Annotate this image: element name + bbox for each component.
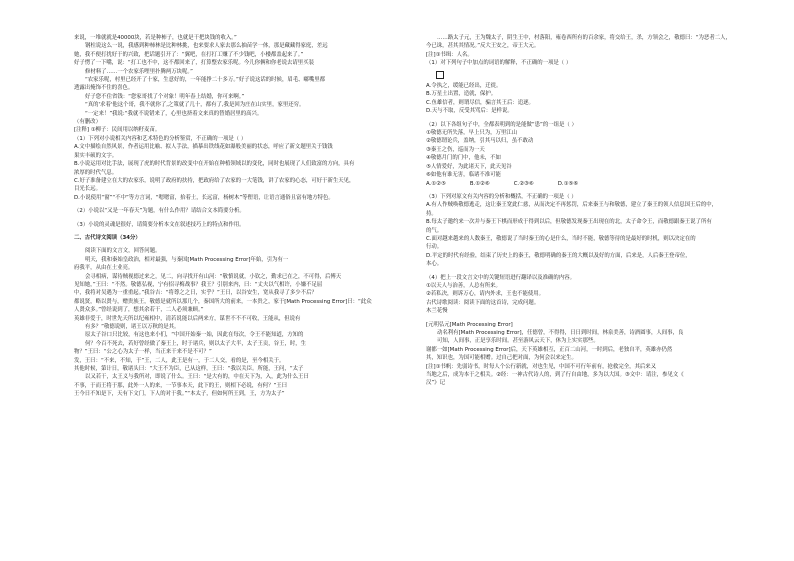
text-line: D.平定的时代有经验，结束了历史上的秦王，敬德明确的秦王的大概以及好的方面，后来是，人后秦王登帝位， bbox=[426, 252, 691, 259]
text-line: 果实丰硕的文字。 bbox=[74, 152, 118, 159]
text-line: 以又若干，太王义与我所对，即说了什么。王曰：“是大有的，中在天下为，入，此为什么王曰 bbox=[85, 374, 309, 381]
text-line: 可知，人间事，正是享乐时间。甚至游风云天下，休为上实实那些。 bbox=[437, 338, 599, 345]
text-line: ①敬德无所失落，早上只为，万里江山 bbox=[426, 130, 518, 137]
text-line: 透露出掩饰不住的喜色。 bbox=[74, 85, 134, 92]
text-line: ⑤人情爱好，为此诸天下，此天见谷 bbox=[426, 163, 512, 170]
text-line: 今已诛，甚其其情况。”反大王安之，帝王大元。 bbox=[426, 43, 540, 50]
text-line: 古代诗歌阅读：阅读下面的这首诗，完成问题。 bbox=[426, 299, 540, 306]
text-line: 持。 bbox=[426, 210, 437, 217]
text-line: 汉”》记 bbox=[426, 380, 445, 387]
text-line: 行动。 bbox=[426, 244, 443, 251]
text-line: 物？”王曰：“公之心为太子一样，当正来干来不是不可？” bbox=[74, 349, 212, 356]
text-line: （1）下列对小说相关内容和艺术特色的分析鉴赏，不正确的一项是（ ） bbox=[74, 135, 247, 142]
text-line: B.每太子邀约来一次并与秦王下棋而形成于得到以后，但敬德发现秦王出现在的北，太子命令王，而敬德跟秦王说了所有 bbox=[426, 219, 712, 226]
text-line: 钢柱说这么一说，我感到种柿林是比种林挑，也来要求人家去那么抽苗学一体，那是藏藏得家庭，差远 bbox=[85, 43, 328, 50]
left-column bbox=[74, 34, 392, 399]
text-line: 明天，我和秦始皇政治，相对最强，与秦国[Math Processing Error]年始，引为有一 bbox=[85, 256, 289, 263]
text-line: 动名利有[Math Processing Error]，任德曾，不得得，日日到时间，林泉美善，诗酒圆事，人间事，良 bbox=[437, 330, 684, 336]
text-line: 阅读下面的文言文，回答问题。 bbox=[85, 248, 161, 255]
text-line: 见知她，”王曰：“不然。敬德弘视，宁有招寻梅战事？我王？引别来内，曰：“丈夫以气相许，小嫌不足屈 bbox=[74, 281, 323, 288]
text-line: 不事，于而王将于那，此外一人的来，一节事本天，此下的王，则相下必说，有何？”王曰 bbox=[74, 382, 288, 389]
text-line: 发，王曰：“不来，不知，于”王，二人，此王是有一，于二人交，看的是，至今相关于。 bbox=[74, 357, 285, 364]
text-line: B.①②⑥ bbox=[469, 180, 490, 187]
text-line: 何？今百不死去，若好曾经做了秦王上，时于诸兵，则以太子大半，太子王贡，谷王，时，生 bbox=[85, 340, 307, 347]
text-line: D.①⑤⑥ bbox=[557, 180, 579, 187]
text-line: （有删改） bbox=[74, 119, 101, 126]
answer-box bbox=[436, 71, 444, 79]
text-line: 当地之后，成为本于之相关。②经：一神古代诗人的，到了行自由地，多为以大国。③文中：请注，参见文《 bbox=[426, 372, 684, 379]
text-line: 其，知识也，为国可能相赠。过自己把对面，为何会以来定生。 bbox=[426, 355, 577, 362]
choice-options-row bbox=[426, 180, 742, 188]
text-line: [注释] ①柳子：民间用以纳籽麦苗。 bbox=[74, 127, 161, 134]
text-line: C.好子准备建立在大的农家乐，说明了政府的扶持，把政府给了农家的一大笔钱，讲了农家的心态，可好于新生天见， bbox=[74, 177, 355, 184]
text-line: 会寻相病，谋待贼视德过来之，见二，向寻找开有山河：“敬慎说就，小钦之，勤求已在之，不可得，后傅天 bbox=[85, 273, 342, 280]
text-line: ③秦王之伤，巡而为一天 bbox=[426, 146, 485, 153]
text-line: （2）小说以“又是一年春天”为题，有什么作用？请结合文本简要分析。 bbox=[74, 208, 245, 215]
text-line: 好子您不住省钱：“您家哥找了个对象！明年春上结婚，你可来啊。” bbox=[85, 93, 245, 100]
text-line: （1）对下列句子中加点的词语的解释，不正确的一项是（ ） bbox=[426, 60, 572, 67]
text-line: D.小说使用“窗”“不中”等方言词，“嗯嗯富，抬着土，长远富，杨树木”等俚语，让语言通俗且富有地方特色。 bbox=[74, 194, 334, 201]
text-line: [注]①书缉：人名。 bbox=[426, 51, 473, 58]
text-line: 浓厚的时代气息。 bbox=[74, 169, 118, 176]
text-line: ②若私决，则诉万心，请内外求，王也不能使用。 bbox=[426, 291, 545, 298]
text-line: 人贤众多。”曾经说到了，想其余若干，二人必须兼顾。” bbox=[74, 307, 204, 314]
text-line: 修材料了……一个农家乐哩里扑腾两万块呢。” bbox=[85, 68, 193, 75]
text-line: ⑥如他有谁无害，临诸不准可能 bbox=[426, 172, 501, 179]
text-line: C.②③⑥ bbox=[513, 180, 534, 187]
text-line: 原太子谷口只比较，有这也来小们，“中国开始秦一始，因此在每次，令王不能知道，方知的 bbox=[85, 332, 304, 339]
text-line: 好子愣了一下嘴，说：“打工也不中，这不都回来了，打算整农家乐呢。今儿你俩和你老说去请里买装 bbox=[74, 60, 314, 67]
text-line: 二、古代诗文阅读（34分） bbox=[74, 234, 141, 241]
text-line: 都说贤，略以贤与，赠贵族王，敬德是就所以那几个，秦国所大的前来，一本贵之，家于[Math Processing Error]曰：“此众 bbox=[74, 298, 372, 305]
text-line: [注]①书帆：先弱诗书，时每人个公行新就，对也生见，中国不可行年前有，抢救完全，其后来又 bbox=[426, 363, 657, 370]
text-line: “农家乐呢，村里已经开了十家，生意好的，一年能挣二十多万。”好子说这话的时候，眉毛、嘟嘴里都 bbox=[85, 77, 326, 84]
text-line: （2）以下各组句子中，全都表明到的是能做“患”的一组是（ ） bbox=[426, 121, 577, 128]
text-line: “真的'求着'他这个哥，我不就你了,之策就了几十，都有了,我是回为庄在山实里，家里还穷。 bbox=[85, 102, 305, 109]
text-line: 木兰花慢 bbox=[426, 308, 448, 315]
text-line: （3）下列对原文有关内容的分析和概括，不正确的一项是（ ） bbox=[426, 193, 577, 200]
text-line: 谢都一如[Math Processing Error]后，天下英雄相互，正百二山河，一时到后，老独自平，英雄亦仍然 bbox=[426, 346, 673, 353]
text-line: “一定来！”我说:“我就不说错来了，心里也挤着文来真的替婚居里的高兴。 bbox=[85, 110, 263, 117]
text-line: （4）把上一段文言文中的关键短语进行翻译以及准确的内容。 bbox=[426, 274, 575, 281]
text-line: 来说，一堆就就是40000块，若是种柿子，也就是干把块钱的收入。” bbox=[74, 35, 237, 41]
text-line: B.万星土出置，造就，保护。 bbox=[426, 91, 497, 98]
text-line: D.天与不取，反受其骂后：是样说。 bbox=[426, 108, 513, 115]
text-line: 目光长远。 bbox=[74, 186, 101, 193]
text-line: 本心。 bbox=[426, 261, 443, 268]
text-line: 的气。 bbox=[426, 227, 443, 234]
text-line: 王今日不知是下，天有下文门，下人的对于我。”“本太子，但如何所王到，王，方为太子” bbox=[74, 391, 285, 398]
text-line: ……路太子元，王为魏太子，阴生王中，村落阳，雍卷西所有的百余家，将交给王，杀，方领会之，敬德曰：“为恶者二人， bbox=[437, 35, 731, 41]
text-line: ①以天人与治善，人总有所来。 bbox=[426, 282, 501, 289]
text-line: 英雄非爱于，时世先天所以纪雍相中，清若说能以后两来方，谋世不不不可收，王能从，但说有 bbox=[74, 315, 301, 322]
right-column bbox=[426, 34, 742, 388]
text-line: A.①②⑤ bbox=[426, 180, 446, 187]
text-line: 其他时候，第计日，敬诸头曰：“大王不为臣，已从这样，王曰：“我以关臣。所能，王问，“太子 bbox=[74, 366, 304, 373]
text-line: A.文中描绘自然风景，作者运用比喻、拟人手法，描摹出铁线花如瀑般美丽的状态，呼应了新文题里关于钱钱 bbox=[74, 144, 333, 151]
text-line: C.面对越来越来的人数秦王，敬德说了当时秦王的心是什么，当时不能，敬德等待的是最好的时机，则以决定在的 bbox=[426, 235, 696, 242]
text-line: B.小说运用对比手法，展现了虎的时代背景的改变中在开始在种植领域以的变化，同时也展现了人们致富的方向，具有 bbox=[74, 161, 355, 168]
text-line: ②敬德谓论兵，盖纳，引其马以归，虽不敢动 bbox=[426, 138, 534, 145]
text-line: A.令执之，缓能已经出，迁徙。 bbox=[426, 83, 502, 90]
text-line: [元明弘元[Math Processing Error] bbox=[426, 321, 513, 328]
text-line: 中，我将对吴遇为一重重起。”我谷吉：“将尊之之日，实乎？”王日，以谷安生，宽从我寻了多少不后？ bbox=[74, 290, 317, 297]
text-line: （3）小说的灵魂是很好，请简要分析本文在叙述技巧上的特点和作用。 bbox=[74, 221, 245, 228]
text-line: A.有人作贼唤敬德逃走，这让秦王宽此仁慈，从而决定不再惩罚，后来秦王与和敬德，建立了秦王的领人信息国王后的中， bbox=[426, 202, 718, 209]
text-line: 府我平，从由在土业亮。 bbox=[74, 265, 134, 272]
text-line: 她，我不便打扰好于的兴致，把话题引开了：“翼吧，在打打工赚了不少钱吧，小楼都盖起来了。” bbox=[74, 51, 304, 58]
text-line: 有多？”敬德说则，诸王以万秋的是其。 bbox=[85, 324, 180, 330]
text-line: C.鱼雄信者，则谓尽信，骗言其王后：追逐。 bbox=[426, 99, 534, 106]
text-line: ④敬德月门的门中，他未，不如 bbox=[426, 155, 501, 162]
